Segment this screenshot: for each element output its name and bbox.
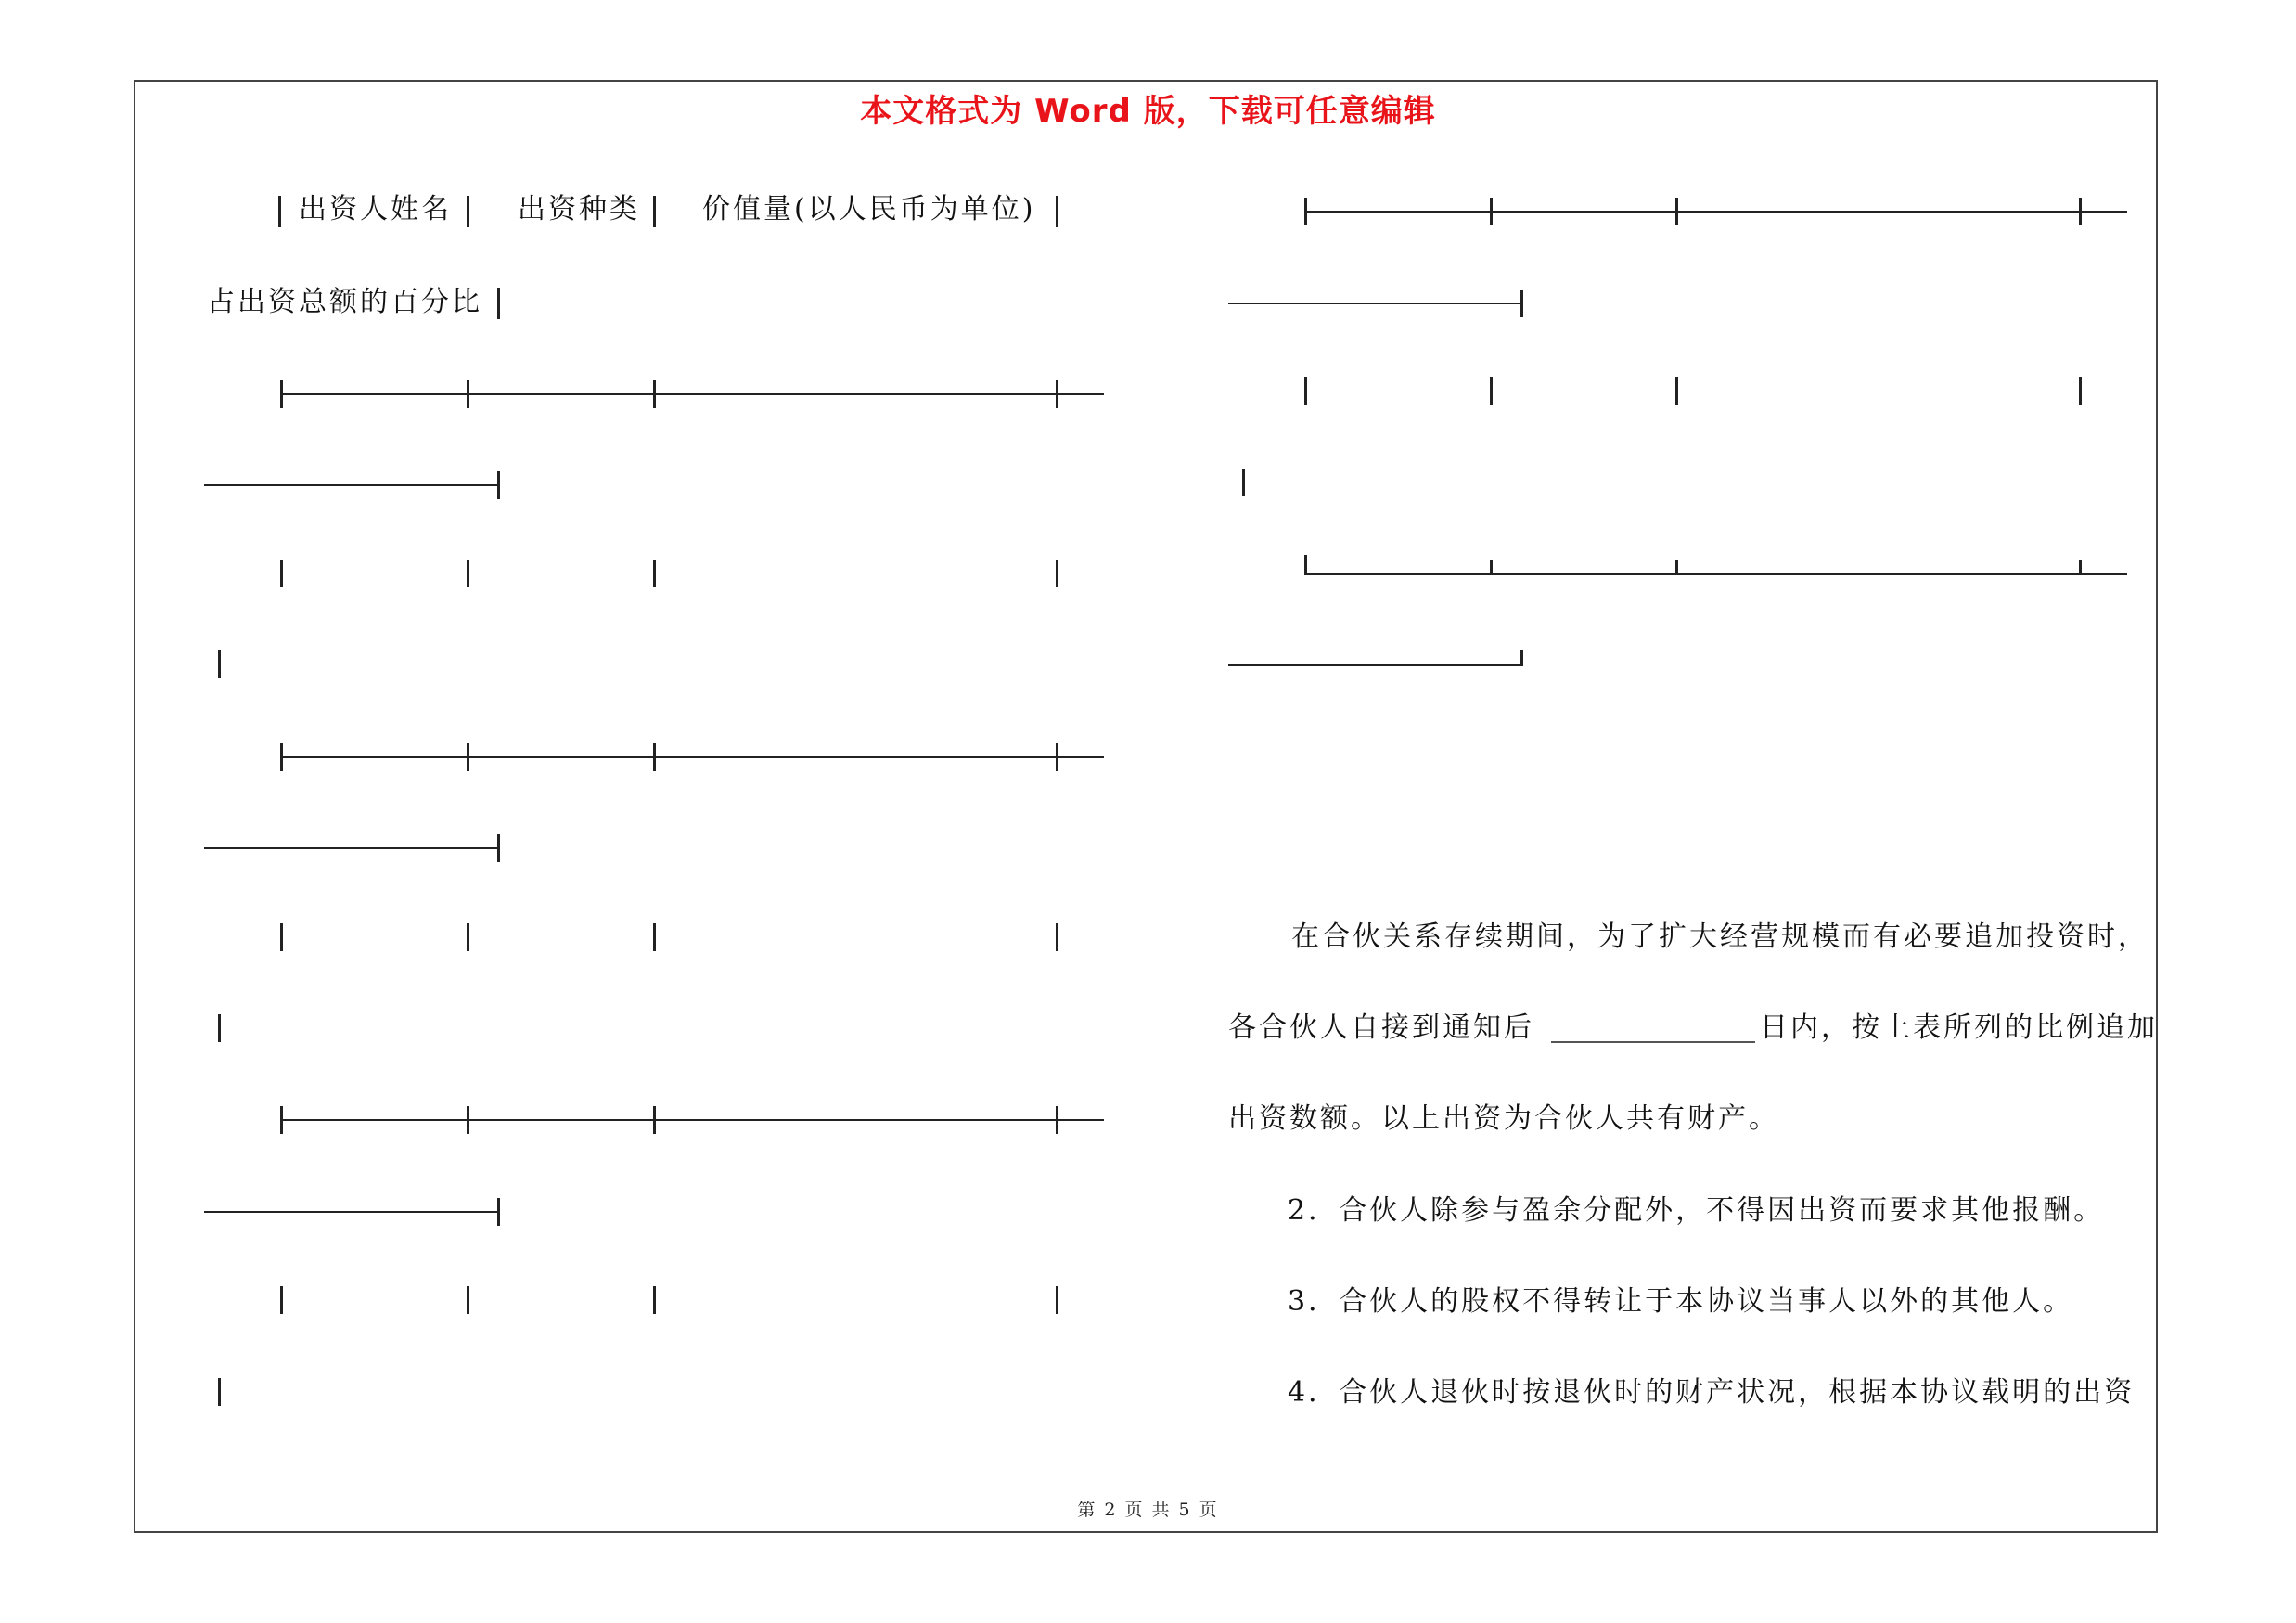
table-border [653, 923, 656, 951]
table-border [467, 380, 469, 408]
header-investor-name: 出资人姓名 [299, 193, 452, 225]
table-border [497, 834, 500, 862]
table-border [280, 743, 283, 771]
table-border [467, 743, 469, 771]
table-border [497, 1198, 500, 1226]
table-border [653, 560, 656, 587]
table-border [467, 560, 469, 587]
table-row-separator [204, 847, 499, 849]
table-bottom-border [1228, 664, 1522, 666]
table-border [497, 288, 500, 319]
paragraph-additional-investment-line2: 各合伙人自接到通知后 [1228, 1011, 1534, 1044]
fill-in-blank-days[interactable] [1551, 1041, 1755, 1043]
table-border [280, 1286, 283, 1314]
header-value-amount: 价值量(以人民币为单位) [702, 193, 1036, 225]
table-row-separator [204, 1211, 499, 1213]
table-border [653, 1106, 656, 1134]
table-border [280, 1106, 283, 1134]
paragraph-additional-investment-line3: 出资数额。以上出资为合伙人共有财产。 [1228, 1102, 1779, 1135]
table-border [653, 743, 656, 771]
table-border [1056, 196, 1058, 227]
table-border [1056, 1106, 1058, 1134]
table-border [1520, 290, 1523, 317]
clause-4: 4．合伙人退伙时按退伙时的财产状况，根据本协议载明的出资 [1288, 1376, 2136, 1409]
table-border [280, 560, 283, 587]
header-percentage: 占出资总额的百分比 [207, 286, 482, 318]
table-border [280, 380, 283, 408]
paragraph-additional-investment-line2-end: 日内，按上表所列的比例追加 [1760, 1011, 2158, 1044]
table-border [1304, 377, 1307, 405]
table-bottom-border [1304, 573, 2127, 575]
table-row-separator [280, 756, 1104, 758]
table-border [1675, 560, 1678, 575]
table-border [1056, 923, 1058, 951]
table-border [1056, 380, 1058, 408]
table-border [2079, 198, 2082, 225]
table-border [1056, 743, 1058, 771]
table-row-separator [280, 1119, 1104, 1121]
clause-3: 3．合伙人的股权不得转让于本协议当事人以外的其他人。 [1288, 1285, 2074, 1318]
table-border [653, 1286, 656, 1314]
table-border [1056, 1286, 1058, 1314]
paragraph-additional-investment: 在合伙关系存续期间，为了扩大经营规模而有必要追加投资时， [1291, 921, 2148, 953]
table-border [1056, 560, 1058, 587]
page-number: 第 2 页 共 5 页 [1077, 1500, 1219, 1520]
table-border [2079, 377, 2082, 405]
table-row-separator [1228, 303, 1522, 304]
table-row-separator [204, 484, 499, 486]
table-border [467, 1106, 469, 1134]
table-row-separator [1304, 211, 2127, 213]
table-border [1675, 198, 1678, 225]
table-border [497, 471, 500, 499]
table-border [218, 650, 221, 678]
table-border [1304, 198, 1307, 225]
table-border [653, 380, 656, 408]
table-border [1490, 377, 1493, 405]
table-border [218, 1378, 221, 1406]
table-border [1675, 377, 1678, 405]
table-border [467, 1286, 469, 1314]
table-border [218, 1014, 221, 1042]
table-border [1242, 469, 1245, 496]
table-border [2079, 560, 2082, 575]
clause-2: 2．合伙人除参与盈余分配外，不得因出资而要求其他报酬。 [1288, 1194, 2105, 1227]
table-row-separator [280, 393, 1104, 395]
table-border [1304, 555, 1307, 575]
table-border [280, 923, 283, 951]
table-border [467, 923, 469, 951]
table-border [1490, 198, 1493, 225]
table-border [467, 196, 469, 227]
table-border [1520, 650, 1523, 666]
word-format-banner: 本文格式为 Word 版，下载可任意编辑 [860, 93, 1436, 130]
table-border [653, 196, 656, 227]
table-border [278, 196, 281, 227]
header-contribution-type: 出资种类 [518, 193, 640, 225]
table-border [1490, 560, 1493, 575]
